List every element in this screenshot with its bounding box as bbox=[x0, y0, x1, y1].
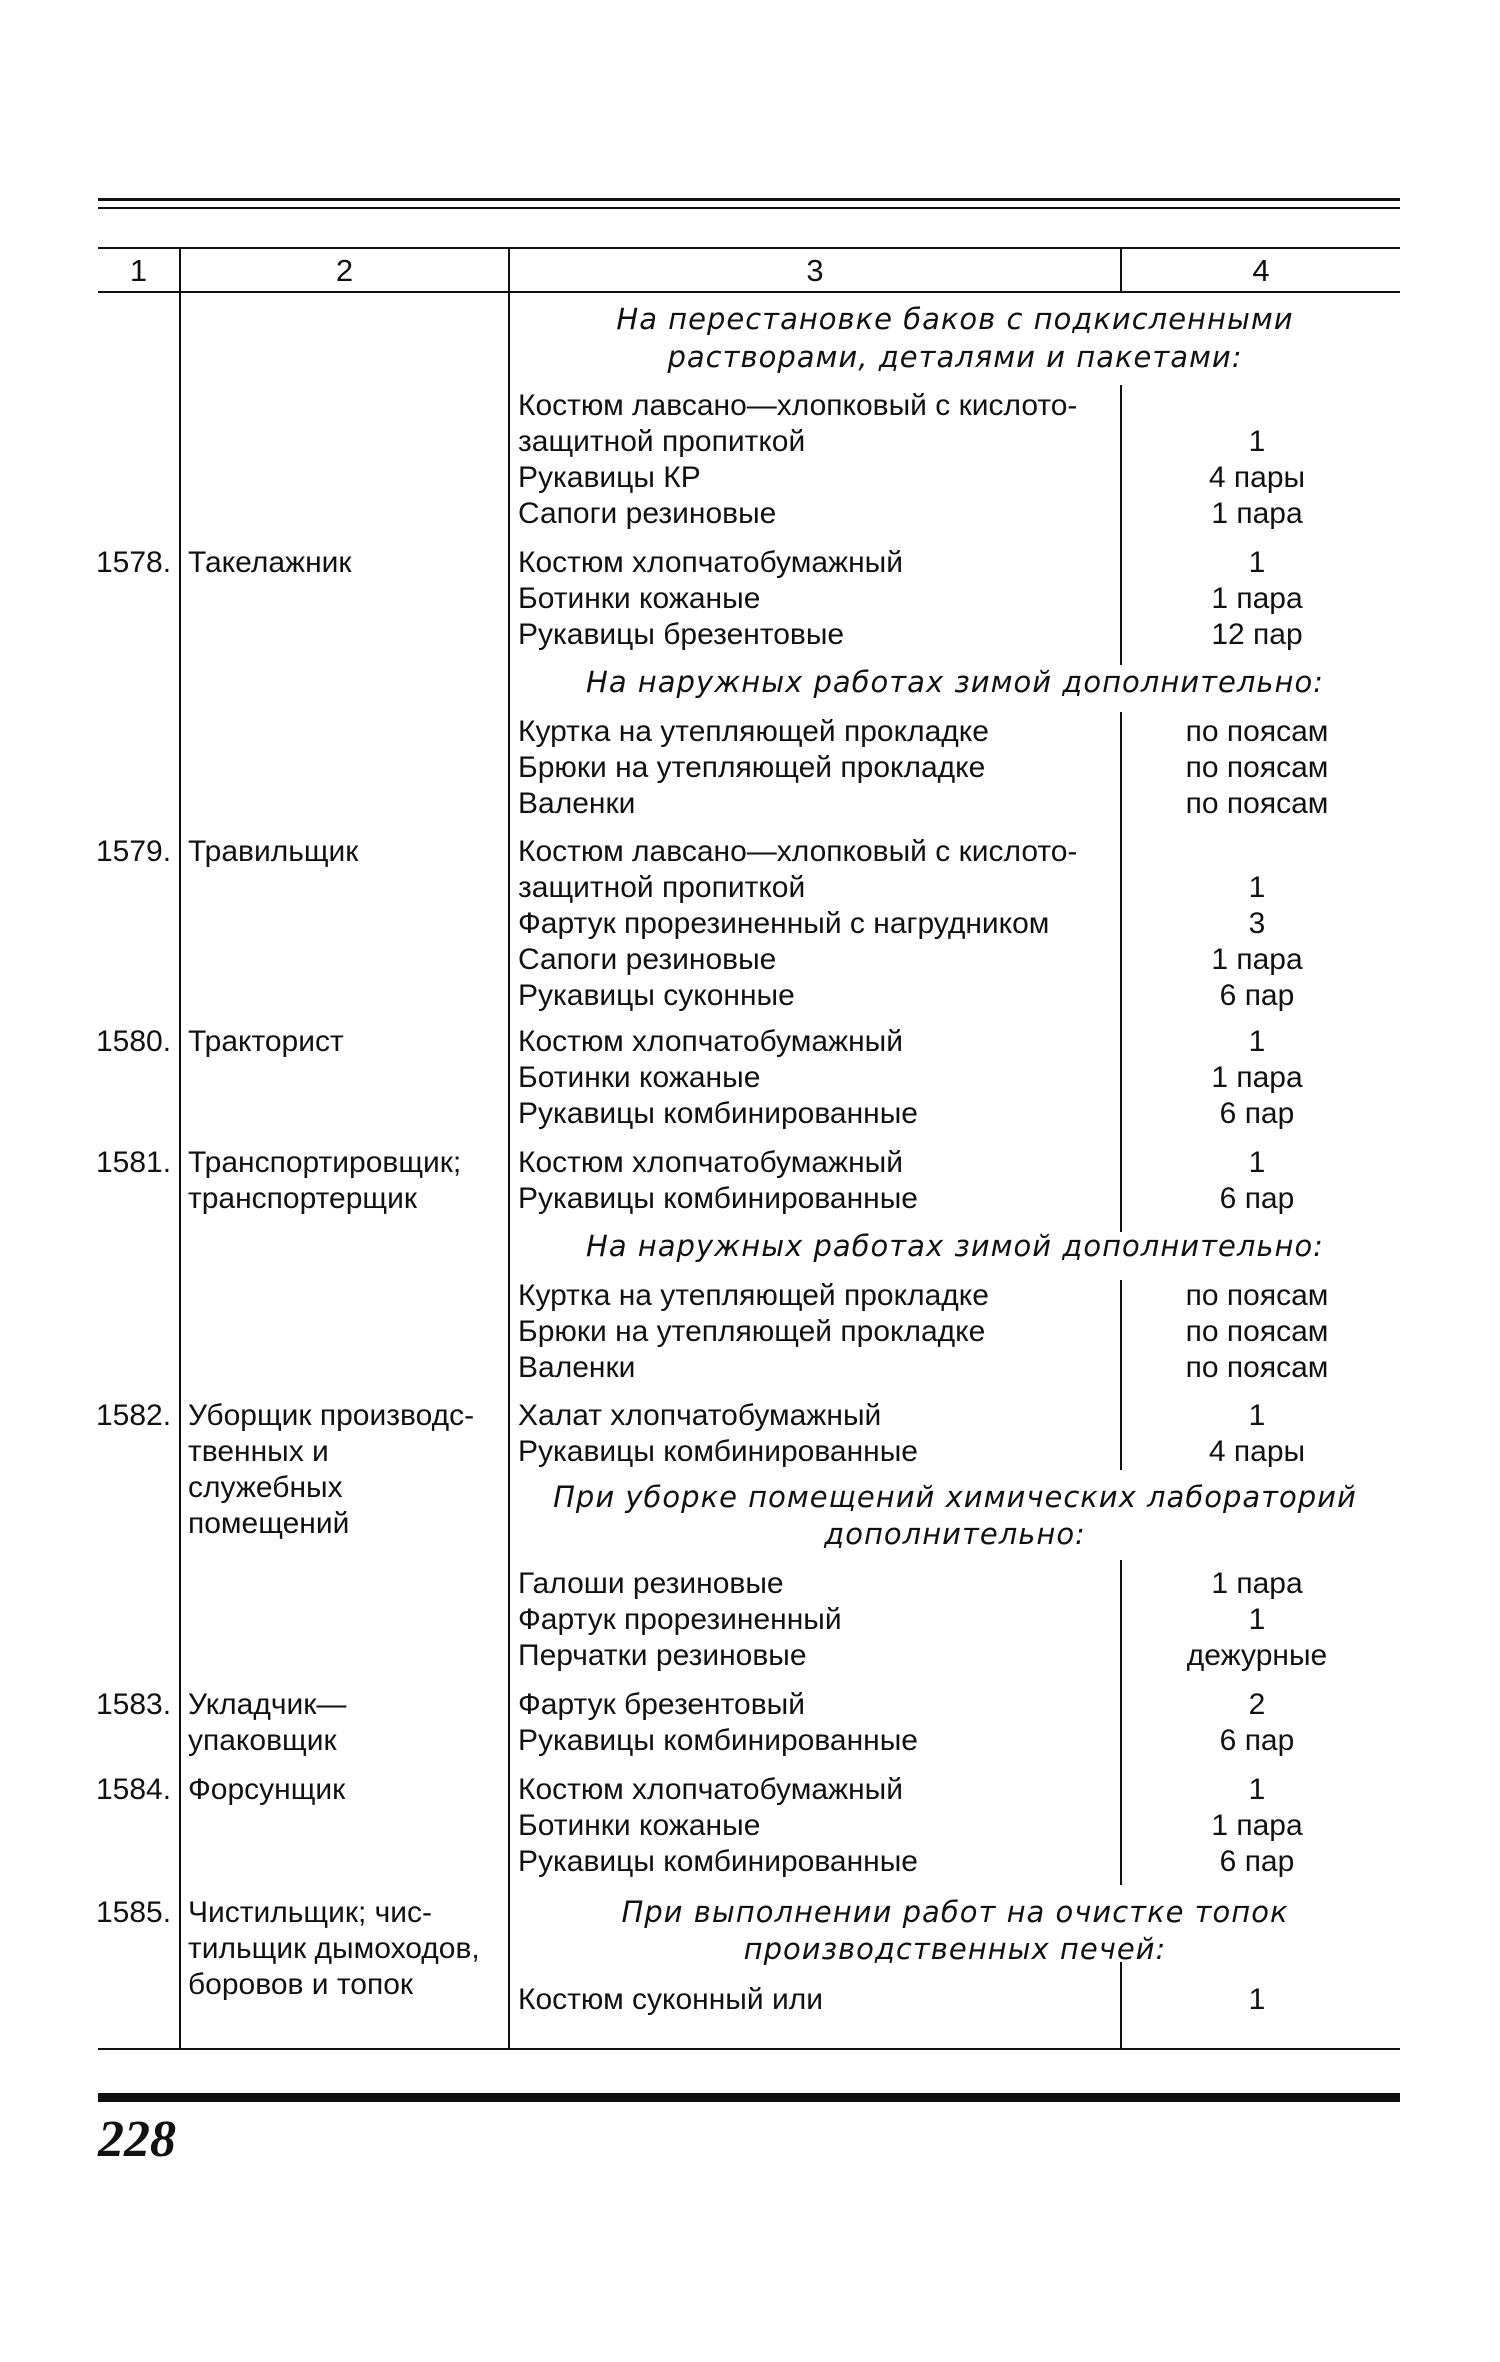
item-qty: 1 bbox=[1248, 1146, 1266, 1179]
row-number: 1584. bbox=[96, 1773, 172, 1806]
item-name: Рукавицы суконные bbox=[518, 979, 795, 1012]
item-qty: 1 пара bbox=[1211, 497, 1303, 530]
profession: Укладчик— bbox=[188, 1688, 347, 1721]
item-qty: 1 bbox=[1248, 871, 1266, 904]
col-divider-3 bbox=[1120, 1962, 1122, 2050]
item-qty: 4 пары bbox=[1208, 1435, 1306, 1468]
header-col-3: 3 bbox=[806, 253, 824, 288]
profession: помещений bbox=[188, 1507, 350, 1540]
bottom-thick-rule bbox=[98, 2093, 1400, 2102]
item-qty: 1 bbox=[1248, 1773, 1266, 1806]
item-qty: 1 пара bbox=[1211, 582, 1303, 615]
item-name: Костюм лавсано—хлопковый с кислото- bbox=[518, 835, 1078, 868]
item-qty: 1 bbox=[1248, 1983, 1266, 2016]
italic-note: На перестановке баков с подкисленными bbox=[616, 302, 1294, 336]
header-bottom-rule bbox=[98, 291, 1400, 293]
italic-note: производственных печей: bbox=[743, 1932, 1167, 1966]
item-qty: 6 пар bbox=[1219, 1845, 1295, 1878]
col-divider-2 bbox=[508, 247, 510, 2050]
item-name: Фартук брезентовый bbox=[518, 1688, 805, 1721]
profession: Форсунщик bbox=[188, 1773, 346, 1806]
item-qty: 1 bbox=[1248, 1399, 1266, 1432]
item-name: защитной пропиткой bbox=[518, 425, 806, 458]
profession: Транспортировщик; bbox=[188, 1146, 462, 1179]
item-qty: дежурные bbox=[1186, 1639, 1328, 1672]
item-qty: 1 пара bbox=[1211, 1809, 1303, 1842]
item-qty: по поясам bbox=[1185, 1279, 1329, 1312]
profession: Уборщик производс- bbox=[188, 1399, 475, 1432]
item-name: Валенки bbox=[518, 1351, 636, 1384]
item-qty: 1 bbox=[1248, 546, 1266, 579]
item-name: Фартук прорезиненный с нагрудником bbox=[518, 907, 1050, 940]
item-name: Халат хлопчатобумажный bbox=[518, 1399, 882, 1432]
item-name: Куртка на утепляющей прокладке bbox=[518, 715, 989, 748]
profession: Травильщик bbox=[188, 835, 359, 868]
col-divider-3 bbox=[1120, 385, 1122, 665]
page-number: 228 bbox=[98, 2111, 176, 2168]
item-qty: 1 bbox=[1248, 425, 1266, 458]
item-name: Валенки bbox=[518, 787, 636, 820]
profession: Тракторист bbox=[188, 1025, 344, 1058]
col-divider-3 bbox=[1120, 1280, 1122, 1470]
profession: боровов и топок bbox=[188, 1968, 414, 2001]
item-qty: 6 пар bbox=[1219, 1182, 1295, 1215]
item-name: защитной пропиткой bbox=[518, 871, 806, 904]
item-qty: 6 пар bbox=[1219, 1097, 1295, 1130]
item-name: Костюм хлопчатобумажный bbox=[518, 1146, 903, 1179]
row-number: 1580. bbox=[96, 1025, 172, 1058]
col-divider-3 bbox=[1120, 1560, 1122, 1885]
item-name: Ботинки кожаные bbox=[518, 582, 761, 615]
item-qty: 1 пара bbox=[1211, 1061, 1303, 1094]
header-col-2: 2 bbox=[335, 253, 354, 288]
italic-note: При уборке помещений химических лабораторий bbox=[553, 1480, 1357, 1514]
item-name: Рукавицы комбинированные bbox=[518, 1097, 918, 1130]
item-name: Фартук прорезиненный bbox=[518, 1603, 842, 1636]
item-name: Перчатки резиновые bbox=[518, 1639, 807, 1672]
top-rule-2 bbox=[98, 207, 1400, 209]
row-number: 1583. bbox=[96, 1688, 172, 1721]
item-qty: по поясам bbox=[1185, 787, 1329, 820]
profession: тильщик дымоходов, bbox=[188, 1932, 480, 1965]
italic-note: дополнительно: bbox=[824, 1517, 1086, 1551]
item-name: Галоши резиновые bbox=[518, 1567, 784, 1600]
item-name: Куртка на утепляющей прокладке bbox=[518, 1279, 989, 1312]
italic-note: На наружных работах зимой дополнительно: bbox=[586, 1229, 1324, 1263]
item-qty: по поясам bbox=[1185, 751, 1329, 784]
item-qty: 6 пар bbox=[1219, 979, 1295, 1012]
item-name: Рукавицы комбинированные bbox=[518, 1724, 918, 1757]
item-qty: 6 пар bbox=[1219, 1724, 1295, 1757]
row-number: 1578. bbox=[96, 546, 172, 579]
item-name: Костюм суконный или bbox=[518, 1983, 823, 2016]
item-name: Рукавицы комбинированные bbox=[518, 1435, 918, 1468]
item-name: Костюм хлопчатобумажный bbox=[518, 546, 903, 579]
item-qty: 3 bbox=[1248, 907, 1266, 940]
profession: транспортерщик bbox=[188, 1182, 417, 1215]
table-bottom-rule bbox=[98, 2048, 1400, 2050]
item-qty: по поясам bbox=[1185, 1351, 1329, 1384]
item-name: Рукавицы комбинированные bbox=[518, 1845, 918, 1878]
row-number: 1581. bbox=[96, 1146, 172, 1179]
item-name: Рукавицы брезентовые bbox=[518, 618, 845, 651]
item-name: Брюки на утепляющей прокладке bbox=[518, 1315, 986, 1348]
profession: упаковщик bbox=[188, 1724, 337, 1757]
item-name: Костюм хлопчатобумажный bbox=[518, 1773, 903, 1806]
item-qty: по поясам bbox=[1185, 715, 1329, 748]
item-qty: 1 пара bbox=[1211, 1567, 1303, 1600]
header-col-1: 1 bbox=[129, 253, 148, 288]
col-divider-3 bbox=[1120, 712, 1122, 1232]
item-qty: 1 пара bbox=[1211, 943, 1303, 976]
item-name: Рукавицы КР bbox=[518, 461, 701, 494]
item-qty: 2 bbox=[1248, 1688, 1266, 1721]
profession: Чистильщик; чис- bbox=[188, 1896, 432, 1929]
profession: Такелажник bbox=[188, 546, 352, 579]
item-name: Сапоги резиновые bbox=[518, 943, 777, 976]
item-name: Костюм лавсано—хлопковый с кислото- bbox=[518, 389, 1078, 422]
italic-note: При выполнении работ на очистке топок bbox=[621, 1895, 1289, 1929]
italic-note: На наружных работах зимой дополнительно: bbox=[586, 665, 1324, 699]
item-name: Рукавицы комбинированные bbox=[518, 1182, 918, 1215]
item-name: Ботинки кожаные bbox=[518, 1809, 761, 1842]
item-qty: 1 bbox=[1248, 1603, 1266, 1636]
item-name: Костюм хлопчатобумажный bbox=[518, 1025, 903, 1058]
item-name: Ботинки кожаные bbox=[518, 1061, 761, 1094]
item-name: Брюки на утепляющей прокладке bbox=[518, 751, 986, 784]
item-qty: 4 пары bbox=[1208, 461, 1306, 494]
header-col-4: 4 bbox=[1252, 253, 1270, 288]
italic-note: растворами, деталями и пакетами: bbox=[667, 340, 1243, 374]
row-number: 1582. bbox=[96, 1399, 172, 1432]
profession: служебных bbox=[188, 1471, 343, 1504]
profession: твенных и bbox=[188, 1435, 329, 1468]
item-name: Сапоги резиновые bbox=[518, 497, 777, 530]
row-number: 1585. bbox=[96, 1896, 172, 1929]
item-qty: 1 bbox=[1248, 1025, 1266, 1058]
item-qty: 12 пар bbox=[1211, 618, 1303, 651]
row-number: 1579. bbox=[96, 835, 172, 868]
item-qty: по поясам bbox=[1185, 1315, 1329, 1348]
top-rule-1 bbox=[98, 198, 1400, 201]
header-top-rule bbox=[98, 247, 1400, 249]
